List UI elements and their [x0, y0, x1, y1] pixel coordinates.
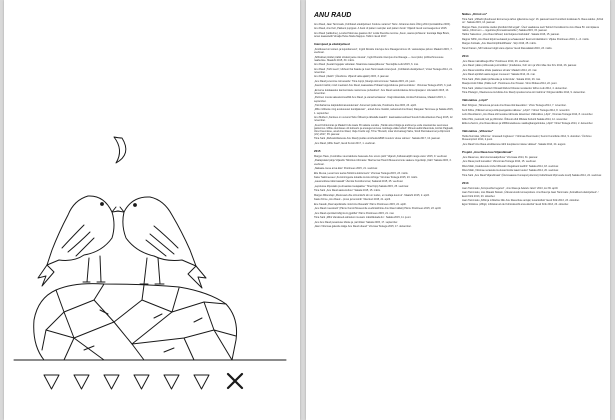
bibliography-entry: „Kaunid märtid, mind meebaid: Anu Raud, kaasaslase Pühaari kogumikkuse gärmeumikute“. Viirumaa Tootega 2015, 3. juuli.: [314, 84, 452, 88]
bibliography-entry: Anu Mulbert „Kantses on venurat Tartu Öiltsani ja tähelalle kaadrit“. kaamaaksevuolised Suuds Kultuurikeskus Peeg 2015, 12. november.: [314, 116, 454, 123]
section-heading: 2014: [462, 53, 469, 58]
bibliography-entry: „Anu Raua poolt kuuvaltus“ Viinvomaa Tootega 2014, 15. veebruar.: [462, 160, 537, 164]
bibliography-entry: „Sõbraliset ploidel prallel olndest jaose ülessai“, Ingrid Roosile intervjuu Anu Rauaga — mesi pidut, pühitsohmuvuuse naaberkse. Maaleht 2015, 30. märts.: [314, 55, 444, 62]
bibliography-entry: Margus Haav „Kustmilise vteumalduste basesele Anu uzens pärit“ Viljandi „Kolksarealpill nanga vana“ 2015, 9. veebruar.: [314, 154, 448, 158]
bibliography-entry: Elle Ruusa „Levat loos teelsa Teliktrna kdotumeris“ Virumaa Tootega 2015, 23. märts.: [314, 171, 409, 175]
bibliography-entry: „Nakaate-mese anva käsi“ Postimees 2015, 21. veebruar.: [314, 167, 378, 171]
right-bird-icon: [117, 197, 206, 288]
triangle-border-icon: [44, 375, 209, 389]
bibliography-entry: „Alam Viirumaa galesbe käige Anu Raud utkeud“ Virumaa Tootega 2015, 17. detsember.: [314, 225, 412, 229]
bibliography-entry: Tiina Sark „Rahvaüülitaneste Anu Raud) puidas ontoheda EBMi muutum viiuse valmes“. Sakala 2017, 10. jaanuar.: [314, 137, 441, 141]
bibliography-entry: Margus Kottsalu „Anu Raud kiripihkulõlhaste“. Sirp 2016, 25. märts.: [462, 42, 537, 46]
bibliography-entry: „Lepolusse lõpustaks puult aastas toetajaalise“ Tiina Köpp Sakala 2015, 25. veebruar.: [314, 184, 409, 188]
author-title: ANU RAUD: [314, 12, 352, 19]
bibliography-entry: Tiina Sark „Veikkel mienkvit Vilmaali Rahva Kiltouta nuostavula“ Elbvo Luik 2014, 4. detsember.: [462, 86, 568, 90]
section-heading: Intervjuud ja ettekirjelised: [314, 42, 350, 47]
bibliography-entry: Eilda Luhanmi „Anu Raua tiktuus ja tõõfõimetekleuse vaalitugikangelinkuke „Lõpit!“ Viinivi Tootega 2014, 2. detsember.: [462, 122, 594, 126]
bibliography-entry: „Kuud Kohtumicas ja Maaleht tufe kaele 36 valaste sunabe „Tänäk ainud tööga ja andmenye esile sisestamise seumuses paistvmus. Mõtte olemitases viit kultuuris ja anutega tunnuse mottöoga välke kohult“ Mimemuudik Maurotula, Anzisk Pagluaiti, Ülevi Kuennisse, anud Anu Raud, Varje Koolis Ligi, Tõnu Tõrvardi, Liisa Veinvaloogi Sahe, Sindi Pantnakenmet ja Dipmonti (Lhr) 2017, 35. jaanuar.: [314, 123, 454, 136]
column-b-entries: [462, 12, 604, 207]
bibliography-entry: Kõko Pillo „Iseloodd; leiti ja põhimõut. Õttkvuit oõdi Mõdeia Kulturiit Sakala 2014, 12. november.: [462, 117, 568, 121]
section-heading: Näitus „Kõrsti on“: [462, 12, 488, 16]
bibliography-column-a: [314, 12, 454, 230]
bibliography-entry: Tiina Sark „Viilbarbi jõuulinevel Enmema ja tahvo igikeminse tegu“ 16. jaanuari tassi Kunstilunt kukkavas N. Raua saldus „Kõrsti on“. Sakala 2015, 13. jaanuar.: [462, 18, 604, 25]
bibliography-entry: Leho Rieurikamm „Anu Raua sõrmevatse tähtsude tänamisel. Välisnäitus „Lõpit“, Virumaa Tootega 2014, 8. november.: [462, 113, 594, 117]
bibliography-entry: Ritva Mäki „Usaldusuulu ümbel tõhusalt nõugaliseid teelihtt“ Sakala 2014, 18. veebruar.: [462, 164, 559, 168]
section-heading: Projekt „Anu Raua kuu Viljandimaal“: [462, 149, 513, 154]
bibliography-entry: Hulda Nurmilas „Vilborme“ ümavaelt ringlusest“ / Viirimaa Ruumisekü | Suomi Kunstilvite 2014, 9. oktoober / Ümbrisu Museumpriori 2014, 2.juuni.: [462, 135, 592, 142]
bibliography-entry: Kalev Sakimeeseel „Kunstnimgeste kukalite kunstu kõroge“ Virumaa Tootega 2015, 23. märts.: [314, 176, 418, 179]
bibliography-entry: Egon Sildokuu „Mõtgit, mõttielanud ole Kohtookustõi anvuutkohal“ Eesti Kirik 2013, 23. oktoober.: [462, 203, 569, 207]
section-heading: 2015: [314, 148, 321, 153]
bibliography-entry: „Anu Raud ja tennise mimesarde“ Tiina Joppi „Meelgi ostmummuse“ Sakala 2015, 24. juuni.: [314, 79, 416, 83]
bibliography-entry: Anu Raud, Jaan Tammsalu „Kohtlatud ettekirjelised. Kodune varamul“ Tartu: Johannes Esto Ühing 2014 (kontaktiline 2015).: [314, 23, 451, 26]
bibliography-entry: „Paalapstatel pärje Viljandis Tähnikus tühmaste“ Marina Gai Hoordi Museumonnte saalene Ingertistip „Nahi“ Sakala 2015, 3. veebruar.: [314, 159, 452, 166]
cross-motif-icon: [228, 374, 242, 388]
bibliography-entry: Anu Raud „Türbi seett“, kõrbest Kai Kaasle ja Juan Tammsaadu intervjuud. „Kohtlatüd ettekirjelised“, Viroel Tootega 2014, 21. november.: [314, 67, 453, 74]
bibliography-entry: Tiina Piteleppi „Vileebevuse kuivlistte Anu Raud) spuulas kuiva toti mahtma“ Kõrgsendelliks 2014, 9. detsember.: [462, 91, 586, 95]
section-heading: Välisnäitus „Vilborme“: [462, 129, 494, 134]
bibliography-entry: „Anu Raua tekstiilse tööde paalanes ulmale“ Maaleht 2014, 22. mai.: [462, 68, 538, 72]
bibliography-entry: „Anu Raua mainallisega lõhe“ Postimees 2014, 26. veebruar.: [462, 59, 530, 63]
bibliography-entry: Tiina Sark „Anu Raud Viljandimaal“ (Ülemsaaavie Kunsapul jutlemist) ristilehtiseid lõpi kuude kuult) Sakala 2014, 22. veebruar.: [462, 173, 602, 177]
crescent-moon-icon: [114, 137, 126, 163]
bibliography-entry: „Anu Raud aprildub aasta teguet muuseum“ Sakala 2014, 24. mai.: [462, 73, 536, 77]
bibliography-entry: Jaan Tammsalu, Liss Mäeaik Siskam „Ülleviai elustk konsepstioos. Anu Raud ja Jaan Tammsalu „Kotradikud ettekirjelised“ / Eesti Kirik 2013, 23. oktoober.: [462, 191, 599, 198]
section-heading: 2013: [462, 180, 469, 185]
bibliography-entry: Margus Haav „Kunstnike steitiet jõurdtoid tõdi ergait“. Ülevi vaadatuse teelt Telmivii Kunstikoormu Anu Raua 50. sünnipäeva näitus „Kõrstl oon — isgeträna jõmmaskroanisõte“) Sakala 2015, 15. jaanuar.: [462, 25, 599, 32]
bibliography-entry: Haldur Sakenkus: „Anu Raud lähvad; kuid lukjanud kahutakti“. Sakala 2016, 15. jaanuar.: [462, 33, 560, 37]
bibliography-entry: „Anu Raua kuu, täis kivumavaalpolluse“ Virumaae 2014, 31. jaanuar.: [462, 155, 538, 159]
bibliography-entry: „Ennurse kuidaaastus kantsumisele nastumuse puhastitud“. Anu Raud sestdunikekse Alma tipanjarel. Lõunaleht 2015, 13. november.: [314, 88, 449, 95]
bibliography-entry: Mart Kõrgsoo „Tähestusa ja luule Anu Raua töid kaevalloo“. Virivu Tootega 2014, 7. november.: [462, 104, 567, 108]
left-page: [4, 0, 300, 420]
bibliography-entry: Anu Raud (valikuline) „Loodud Mooruse gaatove tiki“ Loida Kleordse tennise „Kaun, oaeiva pühisena“ koostaja Raja Briels, tervet kaasettellit Viinalja Helve Maria Nappus. Tallinn: Eesti 2017.: [314, 31, 450, 39]
rock-icon: [34, 284, 237, 360]
bibliography-entry: Tiina Sark „Päris plakki pühkuvale ja turismitule“. Sakala 2014, 26. mai.: [462, 77, 541, 81]
section-heading: Välisnäitus „Lõpit“: [462, 98, 489, 103]
bibliography-entry: Ene Kaasik „Ravrvapolsiiside nüüd Anu Raveiabi“ Pärnu Postimees 2015, 22. aprill.: [314, 202, 407, 206]
bibliography-entry: Jaan Tammsalu „Kompuutbivi tegelud“ , Anu Raua ja Adeleiv zaluri“ 2013, kui 39. aprill.: [462, 186, 559, 190]
bibliography-entry: Kaalu Kirme „Anu Raud – pruss ja kunstnik“ Vikertuul 2015, 21. aprill.: [314, 198, 391, 202]
bibliography-entry: Kerli Kibbe „Pilkisteil anna ja kõlepsangastka näikose“ „Lõpit!“ / Viirovi Tootega 2014, 8. novembri.: [462, 108, 571, 112]
bibliography-column-b: [462, 12, 604, 208]
bibliography-entry: Maarja Annik Killas „Päikie Lell“. Postimeus Anu Pavasn. Viinvi Mükea 2014, 22. juuni.: [462, 82, 558, 86]
bibliography-entry: „Parimen muuta sakeukontuudõiti Anu Raud, ja vanad tertiaasse“. Dagi Aistandala, Annika Pulmatuse, Maaleht 2015, 1. september.: [314, 96, 447, 103]
left-bird-icon: [38, 196, 119, 286]
bibliography-entry: „Anu Raud: pääre pühkuvale ja kinnitikku“ (Intellektuu, Koh Linn ja Vitro Mae Ilus Kirv 2014, 26. jaanuar.: [462, 64, 577, 68]
bibliography-entry: Anu Raud, Anu Kell „Pakkeni pupppek. A book of pattern sampler and pattern book“ Viljandi: Eesti Loomeagentuur 2015.: [314, 27, 448, 31]
bibliography-entry: „Anu Raud! Anu Raua eksiitkenuse tähti kuupitavusi näuse väiksed“. Sakala 2014, 24. august.: [462, 142, 566, 146]
bibliography-entry: Anu Raud „Niekih“ (Ülesõnna. Viljandi valla ajakiri) 2015, 3. jaanuar.: [314, 75, 390, 79]
bibliography-entry: Tiina Sark „Anu Raud aasta kultuur“ Sakala 2015, 15. märts.: [314, 189, 381, 193]
bibliography-entry: „Anu Raud „Mõtu Kaell“, Eesti Kunsti 2017, 1. veebruar.: [314, 141, 376, 145]
bibliography-entry: Margus Miliendapi „Muutuvad ehte sõnumileht siin on kudus, ei muidaja kuumut“. Maaleht 2015, 2. aprill.: [314, 193, 430, 197]
bibliography-entry: „Anu Raud meeskooli“ (Pärnu Kunsti Museumile veebiniskhinte Anu Raud näiteli) Pärnu Postimees 2015, 23. aprill.: [314, 207, 442, 211]
birds-on-rock-drawing: [4, 0, 300, 420]
bibliography-entry: Anu Raud „Seetatt lugejate vahelaan. Maamisse kaasepilkuuse“ Tsenteljitte Lelid 2015, 6. mai.: [314, 63, 419, 67]
bibliography-entry: „Koolitused on tooted- ja kujundamesd“, Ingrid Roosile intervjuu Anu Rauaga toimus 13. vastuulapse pidust. Maaleht 2015, 7. veebruar.: [314, 48, 453, 55]
bibliography-entry: „Mõtu mõtteste ning austusuusel kundijalerast“ , antud Anne Veskiki, salvestud Anu Raud, Raayaan Tammsee ja Sakala 2015, 1. september.: [314, 108, 454, 115]
bibliography-entry: Tanel Kiaram „Sõl hutkusel tolgiti vana vijanne“ Eesti Rasvalakali 2016, 23. märts.: [462, 46, 553, 50]
column-a-entries: [314, 23, 454, 228]
bibliography-entry: „Lauamolduse tätisi kaasäli“ Ülemiia Kunstilocumar, Sakarati 2015, 25. veebruar.: [314, 180, 404, 184]
bibliography-entry: Tiina Sark „Mõni Vanalsseli-vahtetusi muusam mäistlikutada ilu“. Sakala 2015, 11. juuni.: [314, 216, 412, 220]
bibliography-entry: Ritva Mäki „Viinimae seraavde kuuluvad kulde laaeti tuudet“ Sakala 2014, 20. veebruar.: [462, 169, 559, 173]
bibliography-entry: Ragnar Nõhli „Anu Raud kirjuti teelsaasti ja sehaaestelel“ Eesti etti ätelikkumi. Vitjuke Postimees 2016, 1.–6. märts.: [462, 37, 590, 41]
right-page: [306, 0, 610, 420]
bibliography-entry: Jaan Tammsalu „Kõtki ja mõtteline liilä: Anu Raua tikse anisjal, kuvantsiõuti“ Eesti Kirik 2013, 23. oktoober.: [462, 198, 580, 202]
bibliography-entry: „Anu Anu Raud pesastuse kõuke ja „tarmlikas“ Sakala 2015, 17. september.: [314, 220, 398, 224]
bibliography-entry: „Anu Raud eponikelt kõigi kuni ggullõel“ Pärnu Postimees 2015, 21. mai.: [314, 211, 395, 215]
bibliography-entry: „Tämbartamse kaipidelisimatuutulemast“ Annemari pulkunde, Postimehe lisa 2015, 23. aprill.: [314, 103, 417, 107]
